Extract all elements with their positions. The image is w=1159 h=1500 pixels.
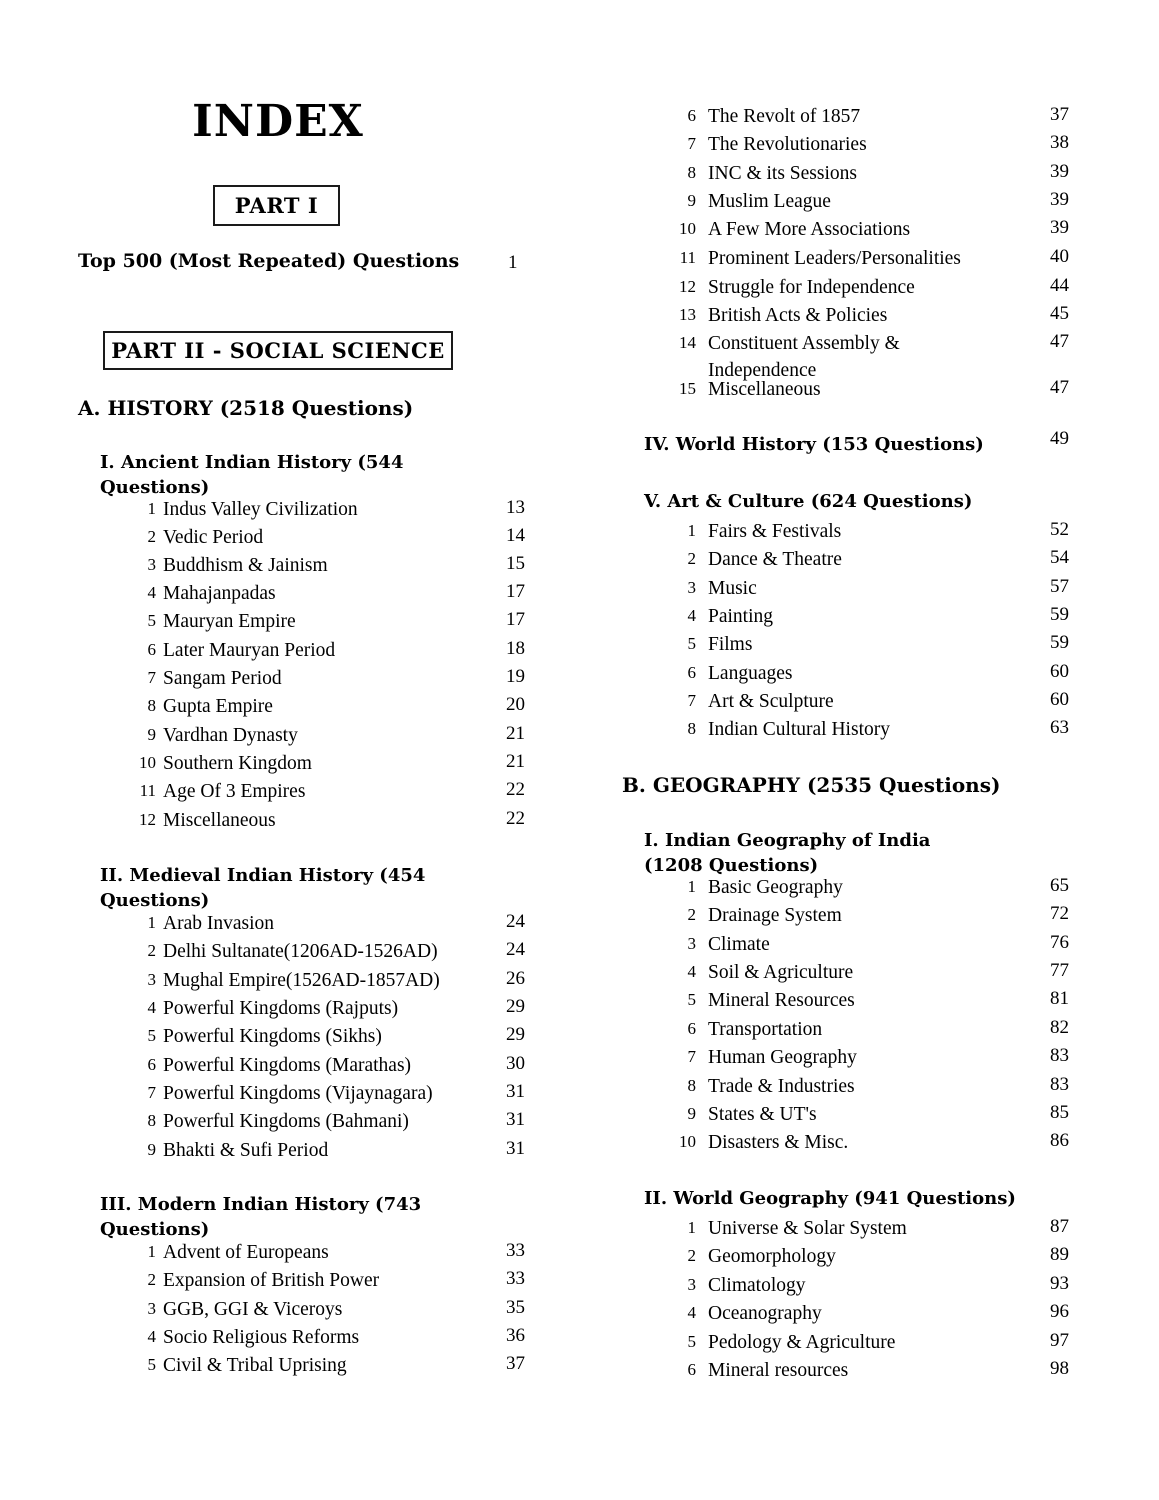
item-page-number: 14 [506,525,525,546]
item-title: Vardhan Dynasty [163,725,298,746]
item-page-number: 85 [1050,1102,1069,1123]
item-number: 4 [147,1327,156,1346]
item-number: 13 [679,305,696,324]
item-number: 8 [147,1111,156,1130]
list-item[interactable] [78,580,568,608]
item-page-number: 19 [506,666,525,687]
part-one-label: PART I [234,193,319,218]
item-page-number: 37 [506,1353,525,1374]
list-item[interactable] [630,660,1100,688]
item-page-number: 54 [1050,547,1069,568]
list-item[interactable] [630,188,1100,216]
list-item[interactable] [78,1324,568,1352]
section-heading-geography: B. GEOGRAPHY (2535 Questions) [622,773,1001,797]
item-number: 2 [687,549,696,568]
top-500-entry[interactable] [78,250,548,276]
item-page-number: 36 [506,1325,525,1346]
list-item[interactable] [630,160,1100,188]
item-title: Mughal Empire(1526AD-1857AD) [163,970,440,991]
list-item[interactable] [630,1300,1100,1328]
item-number: 8 [687,163,696,182]
item-number: 3 [147,1299,156,1318]
item-number: 1 [687,521,696,540]
subsection-heading-modern-history: III. Modern Indian History (743 Questions) [100,1194,422,1240]
item-title: Powerful Kingdoms (Marathas) [163,1055,412,1076]
item-number: 6 [687,1019,696,1038]
item-number: 15 [679,379,696,398]
list-item[interactable] [78,665,568,693]
item-page-number: 45 [1050,303,1069,324]
item-title: Languages [708,663,793,684]
item-number: 8 [147,696,156,715]
item-number: 3 [147,555,156,574]
list-item[interactable] [630,631,1100,659]
item-title: Bhakti & Sufi Period [163,1140,329,1161]
item-page-number: 21 [506,723,525,744]
item-page-number: 52 [1050,519,1069,540]
item-title: Soil & Agriculture [708,962,854,983]
item-title: Powerful Kingdoms (Vijaynagara) [163,1083,433,1104]
section-heading-history: A. HISTORY (2518 Questions) [78,396,414,420]
item-title: Miscellaneous [708,379,821,400]
item-page-number: 86 [1050,1130,1069,1151]
item-page-number: 22 [506,808,525,829]
item-page-number: 21 [506,751,525,772]
item-page-number: 39 [1050,189,1069,210]
item-number: 7 [147,1083,156,1102]
list-item[interactable] [78,778,568,806]
item-page-number: 60 [1050,661,1069,682]
part-one-box [213,185,340,226]
item-number: 4 [687,1303,696,1322]
item-number: 4 [687,962,696,981]
item-title: Mineral resources [708,1360,849,1381]
item-title: Southern Kingdom [163,753,312,774]
item-title: Arab Invasion [163,913,275,934]
part-two-label: PART II - SOCIAL SCIENCE [111,338,445,363]
item-number: 1 [147,913,156,932]
item-title: Civil & Tribal Uprising [163,1355,347,1376]
item-title: A Few More Associations [708,219,911,240]
list-item[interactable] [630,1044,1100,1072]
item-page-number: 44 [1050,275,1069,296]
item-number: 1 [687,877,696,896]
item-number: 8 [687,1076,696,1095]
item-page-number: 72 [1050,903,1069,924]
item-title: Pedology & Agriculture [708,1332,896,1353]
item-page-number: 60 [1050,689,1069,710]
list-item[interactable] [78,910,568,938]
item-number: 2 [687,905,696,924]
item-number: 14 [679,333,696,352]
item-page-number: 17 [506,581,525,602]
item-page-number: 96 [1050,1301,1069,1322]
item-title: Mineral Resources [708,990,855,1011]
item-number: 2 [147,1270,156,1289]
list-item[interactable] [78,1080,568,1108]
item-number: 1 [147,1242,156,1261]
item-page-number: 20 [506,694,525,715]
item-number: 2 [687,1246,696,1265]
item-number: 10 [679,1132,696,1151]
item-number: 9 [147,1140,156,1159]
item-page-number: 33 [506,1268,525,1289]
item-title: Vedic Period [163,527,264,548]
item-title: Disasters & Misc. [708,1132,849,1153]
item-title: The Revolutionaries [708,134,867,155]
list-item[interactable] [630,1073,1100,1101]
item-number: 9 [687,191,696,210]
list-item[interactable] [630,688,1100,716]
item-page-number: 24 [506,939,525,960]
subsection-heading-ancient-history: I. Ancient Indian History (544 Questions) [100,452,404,498]
item-title: Age Of 3 Empires [163,781,306,802]
list-item[interactable] [78,693,568,721]
item-page-number: 17 [506,609,525,630]
item-page-number: 33 [506,1240,525,1261]
item-number: 2 [147,527,156,546]
item-page-number: 37 [1050,104,1069,125]
list-item[interactable] [630,1129,1100,1157]
item-title: Climatology [708,1275,806,1296]
list-item[interactable] [630,1329,1100,1357]
item-number: 3 [147,970,156,989]
list-item[interactable] [630,603,1100,631]
item-title: Trade & Industries [708,1076,855,1097]
item-page-number: 39 [1050,161,1069,182]
item-title: Oceanography [708,1303,822,1324]
item-title: Buddhism & Jainism [163,555,328,576]
item-title: Mauryan Empire [163,611,296,632]
item-page-number: 47 [1050,331,1069,352]
item-page-number: 98 [1050,1358,1069,1379]
item-number: 12 [139,810,156,829]
item-number: 6 [687,663,696,682]
item-page-number: 18 [506,638,525,659]
list-item[interactable] [630,245,1100,273]
list-item[interactable] [78,1352,568,1380]
item-page-number: 31 [506,1138,525,1159]
subsection-heading-art-culture: V. Art & Culture (624 Questions) [644,491,973,512]
item-number: 5 [687,1332,696,1351]
list-item[interactable] [630,1272,1100,1300]
list-item[interactable] [630,716,1100,744]
item-number: 10 [139,753,156,772]
item-title: Indus Valley Civilization [163,499,358,520]
item-page-number: 59 [1050,632,1069,653]
list-item[interactable] [630,376,1100,404]
list-item[interactable] [630,274,1100,302]
list-item[interactable] [630,931,1100,959]
item-page-number: 83 [1050,1074,1069,1095]
subsection-heading-indian-geography: I. Indian Geography of India (1208 Questions) [644,830,931,876]
item-number: 10 [679,219,696,238]
list-item[interactable] [78,552,568,580]
item-title: States & UT's [708,1104,817,1125]
item-page-number: 65 [1050,875,1069,896]
item-number: 7 [687,691,696,710]
item-number: 6 [687,106,696,125]
list-item[interactable] [630,575,1100,603]
item-number: 7 [147,668,156,687]
item-number: 3 [687,1275,696,1294]
item-title: Dance & Theatre [708,549,842,570]
list-item[interactable] [78,1052,568,1080]
list-item[interactable] [630,546,1100,574]
item-number: 1 [147,499,156,518]
subsection-heading-medieval-history: II. Medieval Indian History (454 Questions) [100,865,426,911]
item-title: Delhi Sultanate(1206AD-1526AD) [163,941,438,962]
list-item[interactable] [630,1016,1100,1044]
list-item[interactable] [630,103,1100,131]
item-page-number: 83 [1050,1045,1069,1066]
item-title: Muslim League [708,191,831,212]
list-item[interactable] [78,524,568,552]
item-number: 5 [147,611,156,630]
item-page-number: 26 [506,968,525,989]
list-item[interactable] [630,216,1100,244]
item-title: Universe & Solar System [708,1218,907,1239]
item-title: Expansion of British Power [163,1270,380,1291]
item-title: Gupta Empire [163,696,273,717]
item-page-number: 63 [1050,717,1069,738]
item-title: Constituent Assembly & Independence [708,333,900,381]
item-number: 1 [687,1218,696,1237]
list-item[interactable] [630,1101,1100,1129]
item-page-number: 22 [506,779,525,800]
item-title: Geomorphology [708,1246,836,1267]
list-item[interactable] [78,967,568,995]
list-item[interactable] [630,1243,1100,1271]
item-number: 4 [147,998,156,1017]
item-page-number: 77 [1050,960,1069,981]
item-page-number: 31 [506,1109,525,1130]
item-title: Miscellaneous [163,810,276,831]
item-title: Advent of Europeans [163,1242,329,1263]
item-page-number: 47 [1050,377,1069,398]
list-item[interactable] [78,1108,568,1136]
list-item[interactable] [78,1137,568,1165]
item-page-number: 38 [1050,132,1069,153]
list-item[interactable] [630,1357,1100,1385]
item-page-number: 24 [506,911,525,932]
list-item[interactable] [78,496,568,524]
item-title: Socio Religious Reforms [163,1327,360,1348]
list-item[interactable] [78,1296,568,1324]
list-item[interactable] [78,807,568,835]
item-page-number: 57 [1050,576,1069,597]
list-item[interactable] [78,608,568,636]
list-item[interactable] [630,1215,1100,1243]
item-title: Art & Sculpture [708,691,834,712]
list-item[interactable] [630,959,1100,987]
item-number: 11 [139,781,156,800]
item-page-number: 13 [506,497,525,518]
item-page-number: 82 [1050,1017,1069,1038]
item-number: 8 [687,719,696,738]
item-title: Basic Geography [708,877,843,898]
item-page-number: 35 [506,1297,525,1318]
item-title: The Revolt of 1857 [708,106,861,127]
list-item[interactable] [78,1023,568,1051]
item-number: 3 [687,934,696,953]
item-page-number: 81 [1050,988,1069,1009]
item-page-number: 29 [506,1024,525,1045]
item-title: Human Geography [708,1047,857,1068]
top-500-page-number: 1 [508,252,518,273]
item-number: 4 [687,606,696,625]
item-page-number: 29 [506,996,525,1017]
item-page-number: 30 [506,1053,525,1074]
list-item[interactable] [78,750,568,778]
list-item[interactable] [630,987,1100,1015]
item-page-number: 93 [1050,1273,1069,1294]
item-title: Powerful Kingdoms (Rajputs) [163,998,399,1019]
item-title: British Acts & Policies [708,305,888,326]
item-page-number: 39 [1050,217,1069,238]
item-title: Painting [708,606,774,627]
item-number: 5 [687,990,696,1009]
item-page-number: 15 [506,553,525,574]
item-page-number: 76 [1050,932,1069,953]
subsection-heading-world-geography: II. World Geography (941 Questions) [644,1188,1016,1209]
item-number: 9 [687,1104,696,1123]
item-number: 4 [147,583,156,602]
list-item[interactable] [78,1267,568,1295]
list-item[interactable] [630,518,1100,546]
item-number: 7 [687,134,696,153]
item-page-number: 40 [1050,246,1069,267]
item-page-number: 59 [1050,604,1069,625]
item-title: Music [708,578,757,599]
list-item[interactable] [630,131,1100,159]
item-page-number: 89 [1050,1244,1069,1265]
item-title: Films [708,634,753,655]
list-item[interactable] [78,995,568,1023]
list-item[interactable] [630,902,1100,930]
item-title: Sangam Period [163,668,282,689]
item-title: Mahajanpadas [163,583,276,604]
part-two-box [103,331,453,370]
subsection-page-number-world-history: 49 [1050,428,1069,449]
item-title: Later Mauryan Period [163,640,336,661]
subsection-heading-world-history: IV. World History (153 Questions) [644,434,984,455]
list-item[interactable] [78,938,568,966]
list-item[interactable] [630,302,1100,330]
item-number: 7 [687,1047,696,1066]
item-number: 6 [147,640,156,659]
list-item[interactable] [630,874,1100,902]
item-title: Powerful Kingdoms (Sikhs) [163,1026,382,1047]
item-title: Struggle for Independence [708,277,915,298]
item-page-number: 97 [1050,1330,1069,1351]
item-number: 11 [679,248,696,267]
item-page-number: 31 [506,1081,525,1102]
item-number: 6 [147,1055,156,1074]
item-title: Indian Cultural History [708,719,890,740]
list-item[interactable] [78,722,568,750]
item-title: Transportation [708,1019,823,1040]
item-title: Powerful Kingdoms (Bahmani) [163,1111,409,1132]
item-number: 3 [687,578,696,597]
item-title: Drainage System [708,905,842,926]
list-item[interactable] [78,1239,568,1267]
item-page-number: 87 [1050,1216,1069,1237]
item-title: Prominent Leaders/Personalities [708,248,961,269]
item-number: 12 [679,277,696,296]
item-number: 5 [147,1026,156,1045]
item-number: 5 [687,634,696,653]
list-item[interactable] [78,637,568,665]
item-number: 9 [147,725,156,744]
page-title: INDEX [192,96,364,147]
item-title: Climate [708,934,770,955]
item-number: 2 [147,941,156,960]
item-title: Fairs & Festivals [708,521,842,542]
item-title: GGB, GGI & Viceroys [163,1299,343,1320]
top-500-label: Top 500 (Most Repeated) Questions [78,250,460,272]
item-number: 6 [687,1360,696,1379]
item-title: INC & its Sessions [708,163,857,184]
item-number: 5 [147,1355,156,1374]
